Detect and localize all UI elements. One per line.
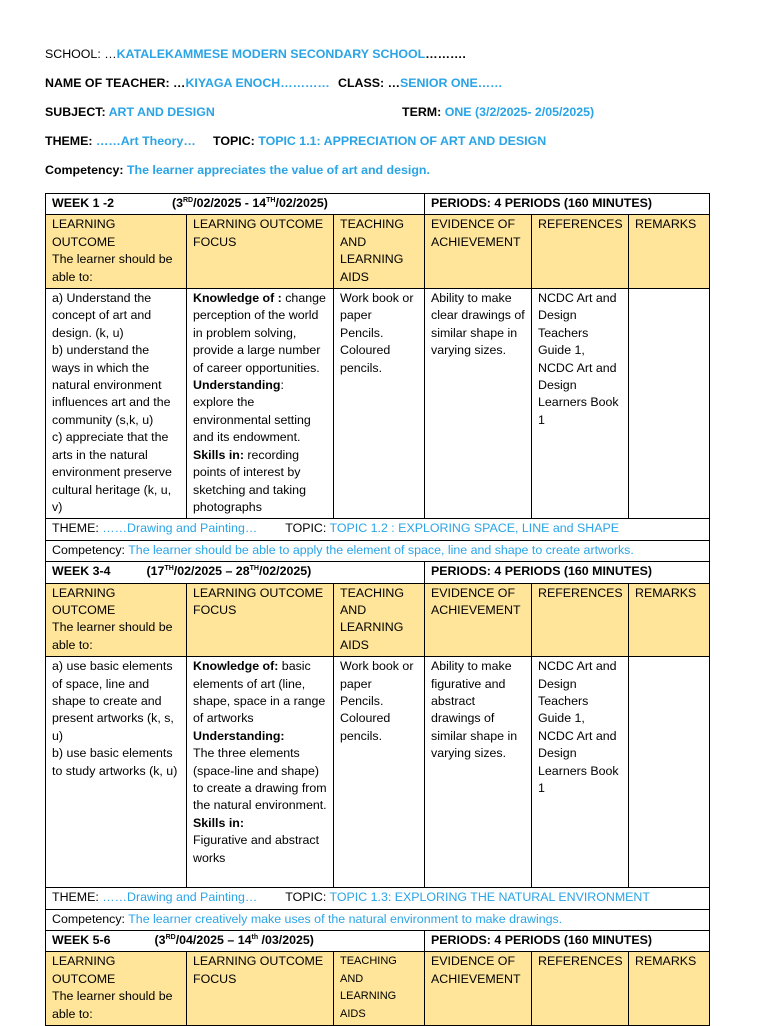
teacher-line <box>45 76 330 90</box>
term-label: TERM: <box>402 105 442 119</box>
week-dates: WEEK 1 -2 (3RD/02/2025 - 14TH/02/2025) <box>46 194 425 215</box>
theme-label: THEME: <box>45 134 93 148</box>
col-learning-outcome: LEARNING OUTCOME The learner should be able to: <box>46 583 187 657</box>
week-row <box>46 562 710 583</box>
class-value: SENIOR ONE…… <box>399 76 503 90</box>
competency-label: Competency: <box>45 163 124 177</box>
term-value: ONE (3/2/2025- 2/05/2025) <box>444 105 595 119</box>
references: NCDC Art and Design Teachers Guide 1, NCDC Art and Design Learners Book 1 <box>532 657 629 888</box>
week-row <box>46 930 710 951</box>
theme-value: ……Art Theory… <box>95 134 196 148</box>
competency-row: Competency: The learner creatively make uses of the natural environment to make drawings. <box>46 909 710 930</box>
col-outcome-focus: LEARNING OUTCOME FOCUS <box>187 952 334 1026</box>
school-suffix: ………. <box>425 47 466 61</box>
week-dates: WEEK 5-6 (3RD/04/2025 – 14th /03/2025) <box>46 930 425 951</box>
periods: PERIODS: 4 PERIODS (160 MINUTES) <box>425 194 710 215</box>
col-references: REFERENCES <box>532 583 629 657</box>
col-remarks: REMARKS <box>629 583 710 657</box>
topic-label: TOPIC: <box>213 134 255 148</box>
col-teaching-aids: TEACHING AND LEARNING AIDS <box>334 215 425 289</box>
week-row <box>46 194 710 215</box>
col-references: REFERENCES <box>532 952 629 1026</box>
learning-outcomes: a) use basic elements of space, line and shape to create and present artworks (k, s, u) b) use basic elements to study artworks (k, u) <box>46 657 187 888</box>
references: NCDC Art and Design Teachers Guide 1, NCDC Art and Design Learners Book 1 <box>532 289 629 519</box>
column-header-row <box>46 952 710 1026</box>
scheme-of-work-table <box>45 193 710 1026</box>
subject-line <box>45 105 215 119</box>
evidence: Ability to make clear drawings of similar shape in varying sizes. <box>425 289 532 519</box>
competency-value: The learner appreciates the value of art and design. <box>126 163 430 177</box>
col-evidence: EVIDENCE OF ACHIEVEMENT <box>425 583 532 657</box>
school-label: SCHOOL: … <box>45 47 117 61</box>
teacher-name: KIYAGA ENOCH………… <box>185 76 330 90</box>
column-header-row <box>46 583 710 657</box>
teaching-aids: Work book or paper Pencils. Coloured pencils. <box>334 289 425 519</box>
outcome-focus: Knowledge of: basic elements of art (line, shape, space in a range of artworks Understanding: The three elements (space-line and shape) to create a drawing from the natural environment. Skills in: Figurative and abstract works <box>187 657 334 888</box>
class-label: CLASS: … <box>338 76 400 90</box>
col-outcome-focus: LEARNING OUTCOME FOCUS <box>187 215 334 289</box>
subject-label: SUBJECT: <box>45 105 106 119</box>
remarks <box>629 657 710 888</box>
col-remarks: REMARKS <box>629 215 710 289</box>
week-dates: WEEK 3-4 (17TH/02/2025 – 28TH/02/2025) <box>46 562 425 583</box>
competency-line <box>45 163 430 177</box>
col-learning-outcome: LEARNING OUTCOME The learner should be able to: <box>46 215 187 289</box>
col-evidence: EVIDENCE OF ACHIEVEMENT <box>425 952 532 1026</box>
column-header-row <box>46 215 710 289</box>
col-teaching-aids: TEACHING AND LEARNING AIDS <box>334 583 425 657</box>
competency-row: Competency: The learner should be able to apply the element of space, line and shape to create artworks. <box>46 540 710 561</box>
teaching-aids: Work book or paper Pencils. Coloured pencils. <box>334 657 425 888</box>
term-line <box>402 105 594 119</box>
school-line <box>45 47 466 61</box>
col-learning-outcome: LEARNING OUTCOME The learner should be able to: <box>46 952 187 1026</box>
theme-line <box>45 134 196 148</box>
col-outcome-focus: LEARNING OUTCOME FOCUS <box>187 583 334 657</box>
topic-line <box>213 134 546 148</box>
class-line <box>338 76 503 90</box>
learning-outcomes: a) Understand the concept of art and design. (k, u) b) understand the ways in which the natural environment influences art and the community (s,k, u) c) appreciate that the arts in the natural environment preserve cultural heritage (k, u, v) <box>46 289 187 519</box>
col-evidence: EVIDENCE OF ACHIEVEMENT <box>425 215 532 289</box>
evidence: Ability to make figurative and abstract drawings of similar shape in varying sizes. <box>425 657 532 888</box>
periods: PERIODS: 4 PERIODS (160 MINUTES) <box>425 562 710 583</box>
theme-row: THEME: ……Drawing and Painting… TOPIC: TOPIC 1.3: EXPLORING THE NATURAL ENVIRONMENT <box>46 888 710 909</box>
outcome-focus: Knowledge of : change perception of the world in problem solving, provide a large number of career opportunities. Understanding: explore the environmental setting and its endowment. Skills in: recording points of interest by sketching and taking photographs <box>187 289 334 519</box>
col-teaching-aids: TEACHING AND LEARNING AIDS <box>334 952 425 1026</box>
content-row <box>46 657 710 888</box>
col-references: REFERENCES <box>532 215 629 289</box>
subject-value: ART AND DESIGN <box>108 105 215 119</box>
school-name: KATALEKAMMESE MODERN SECONDARY SCHOOL <box>116 47 426 61</box>
periods: PERIODS: 4 PERIODS (160 MINUTES) <box>425 930 710 951</box>
col-remarks: REMARKS <box>629 952 710 1026</box>
content-row <box>46 289 710 519</box>
topic-value: TOPIC 1.1: APPRECIATION OF ART AND DESIGN <box>258 134 547 148</box>
theme-row: THEME: ……Drawing and Painting… TOPIC: TOPIC 1.2 : EXPLORING SPACE, LINE and SHAPE <box>46 519 710 540</box>
teacher-label: NAME OF TEACHER: … <box>45 76 186 90</box>
remarks <box>629 289 710 519</box>
